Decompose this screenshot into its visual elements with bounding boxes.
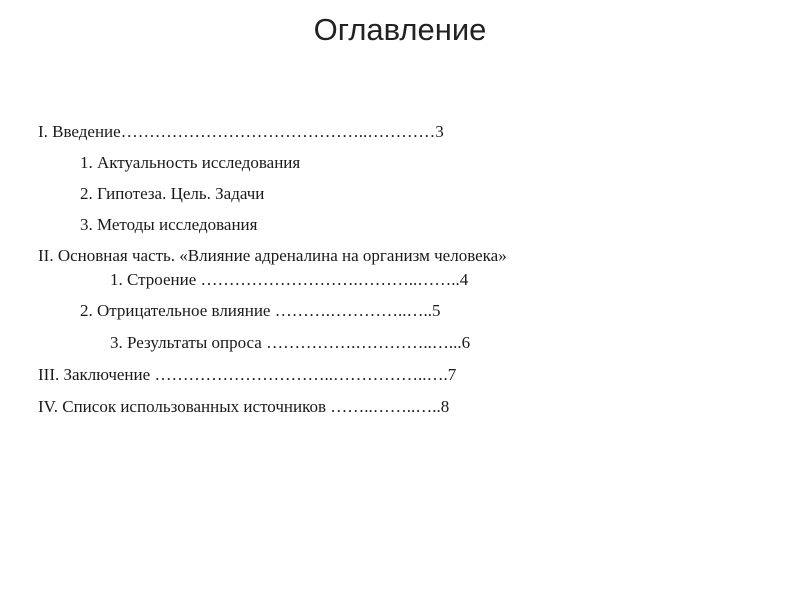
toc-entry-label: I. Введение <box>38 122 121 141</box>
dot-leader: ……………………….………..…….. <box>200 270 460 289</box>
toc-entry-label: 3. Методы исследования <box>80 215 258 234</box>
toc-page-number: 6 <box>461 333 471 352</box>
toc-entry-introduction[interactable] <box>38 122 444 142</box>
page-title: Оглавление <box>313 12 487 47</box>
toc-entry-negative-influence[interactable] <box>80 301 440 321</box>
dot-leader: ……..……..….. <box>330 397 441 416</box>
toc-entry-hypothesis[interactable] <box>80 184 264 204</box>
toc-entry-relevance[interactable] <box>80 153 300 173</box>
toc-entry-label: 2. Гипотеза. Цель. Задачи <box>80 184 265 203</box>
dot-leader: …………………………..……………..…. <box>154 365 448 384</box>
toc-page-number: 5 <box>431 301 441 320</box>
toc-entry-main-part[interactable] <box>38 246 507 266</box>
toc-entry-methods[interactable] <box>80 215 257 235</box>
toc-entry-sources[interactable] <box>38 397 449 417</box>
toc-entry-structure[interactable] <box>110 270 468 290</box>
toc-page-number: 7 <box>447 365 457 384</box>
toc-entry-label: 3. Результаты опроса <box>110 333 267 352</box>
dot-leader: ……….…………..….. <box>274 301 432 320</box>
dot-leader: ……………………………………..………… <box>120 122 436 141</box>
toc-entry-label: III. Заключение <box>38 365 155 384</box>
toc-page-number: 3 <box>435 122 444 141</box>
toc-entry-label: 2. Отрицательное влияние <box>80 301 275 320</box>
dot-leader: …………….…………..…... <box>266 333 462 352</box>
toc-entry-label: 1. Строение <box>110 270 201 289</box>
toc-page-number: 4 <box>459 270 469 289</box>
toc-entry-label: 1. Актуальность исследования <box>80 153 301 172</box>
toc-entry-label: II. Основная часть. «Влияние адреналина на организм человека» <box>38 246 507 265</box>
toc-entry-label: IV. Список использованных источников <box>38 397 331 416</box>
toc-entry-survey-results[interactable] <box>110 333 470 353</box>
toc-entry-conclusion[interactable] <box>38 365 456 385</box>
toc-page-number: 8 <box>440 397 450 416</box>
